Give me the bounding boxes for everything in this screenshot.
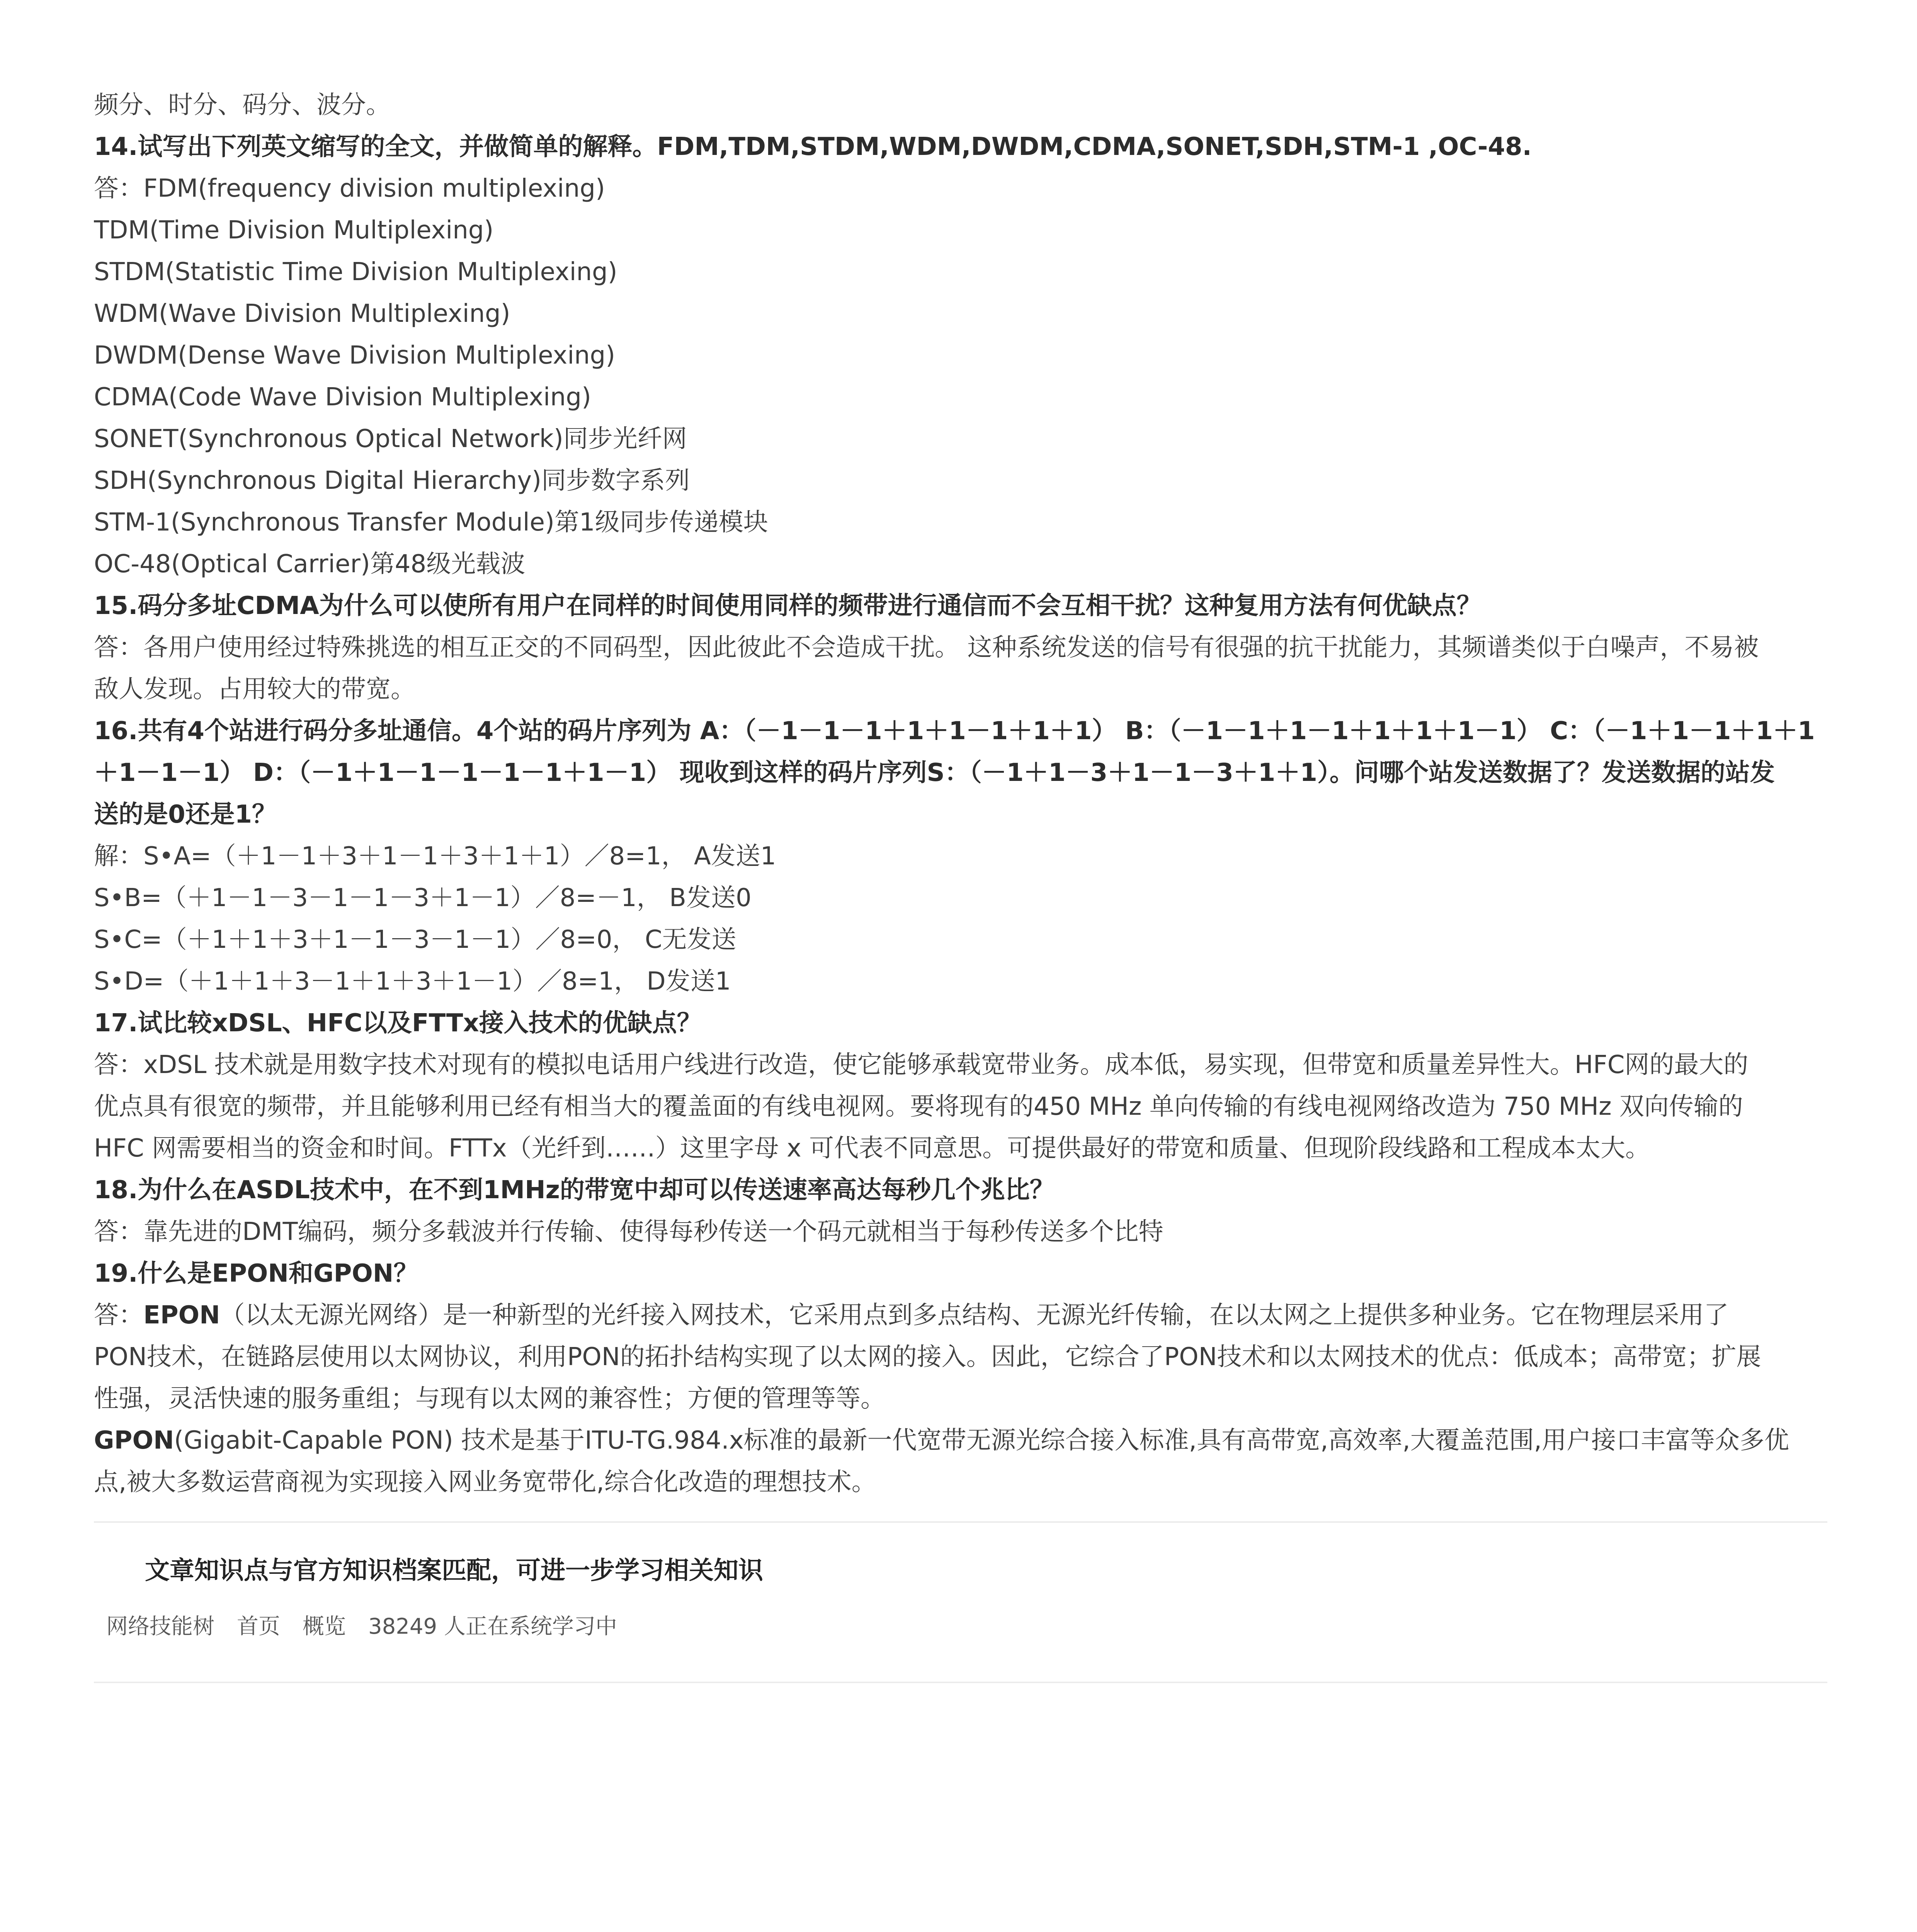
article-body [94,84,1827,1503]
question-heading: 19.什么是EPON和GPON？ [94,1259,418,1288]
question-heading: 送的是0还是1？ [94,800,277,829]
text-line: STM-1(Synchronous Transfer Module)第1级同步传递模块 [94,508,768,537]
recommend-title: 文章知识点与官方知识档案匹配，可进一步学习相关知识 [145,1556,763,1585]
question-heading: 16.共有4个站进行码分多址通信。4个站的码片序列为 A：（－1－1－1＋1＋1－1＋1＋1） B：（－1－1＋1－1＋1＋1＋1－1） C：（－1＋1－1＋1＋1 [94,717,1815,745]
line-text: （以太无源光网络）是一种新型的光纤接入网技术，它采用点到多点结构、无源光纤传输，在以太网之上提供多种业务。它在物理层采用了 [220,1301,1729,1330]
text-line: 答：FDM(frequency division multiplexing) [94,174,605,203]
text-line: OC-48(Optical Carrier)第48级光载波 [94,550,526,578]
text-line: DWDM(Dense Wave Division Multiplexing) [94,341,616,370]
divider [94,1521,1827,1523]
text-line: 频分、时分、码分、波分。 [94,91,391,119]
text-line: 答：各用户使用经过特殊挑选的相互正交的不同码型，因此彼此不会造成干扰。 这种系统发送的信号有很强的抗干扰能力，其频谱类似于白噪声，不易被 [94,633,1759,662]
text-line: SDH(Synchronous Digital Hierarchy)同步数字系列 [94,466,690,495]
question-heading: 18.为什么在ASDL技术中，在不到1MHz的带宽中却可以传送速率高达每秒几个兆比？ [94,1176,1055,1204]
text-line: PON技术，在链路层使用以太网协议，利用PON的拓扑结构实现了以太网的接入。因此，它综合了PON技术和以太网技术的优点：低成本；高带宽；扩展 [94,1343,1761,1371]
line-text: (Gigabit-Capable PON) 技术是基于ITU-TG.984.x标准的最新一代宽带无源光综合接入标准,具有高带宽,高效率,大覆盖范围,用户接口丰富等众多优 [174,1426,1789,1455]
bold-term: EPON [143,1301,220,1330]
text-line: STDM(Statistic Time Division Multiplexing) [94,258,617,286]
text-line: CDMA(Code Wave Division Multiplexing) [94,383,591,412]
question-heading: 17.试比较xDSL、HFC以及FTTx接入技术的优缺点？ [94,1009,702,1037]
question-heading: ＋1－1－1） D：（－1＋1－1－1－1－1＋1－1） 现收到这样的码片序列S：（－1＋1－3＋1－1－3＋1＋1）。问哪个站发送数据了？发送数据的站发 [94,759,1775,787]
text-line: S•B=（＋1－1－3－1－1－3＋1－1）／8=－1， B发送0 [94,884,752,912]
question-heading: 15.码分多址CDMA为什么可以使所有用户在同样的时间使用同样的频带进行通信而不会互相干扰？这种复用方法有何优缺点？ [94,592,1482,620]
recommend-meta [106,1609,640,1644]
overview-link[interactable]: 概览 [303,1614,346,1639]
text-line: 优点具有很宽的频带，并且能够利用已经有相当大的覆盖面的有线电视网。要将现有的450 MHz 单向传输的有线电视网络改造为 750 MHz 双向传输的 [94,1092,1743,1121]
bold-term: GPON [94,1426,174,1455]
text-line: 性强，灵活快速的服务重组；与现有以太网的兼容性；方便的管理等等。 [94,1384,885,1413]
home-link[interactable]: 首页 [237,1614,280,1639]
divider [94,1682,1827,1683]
skill-tree-link[interactable]: 网络技能树 [106,1614,214,1639]
text-line [94,1420,1827,1461]
text-line: 点,被大多数运营商视为实现接入网业务宽带化,综合化改造的理想技术。 [94,1468,876,1497]
learner-count: 38249 人正在系统学习中 [368,1614,617,1639]
text-line: 敌人发现。占用较大的带宽。 [94,675,415,704]
line-text: 答： [94,1301,143,1330]
text-line [94,1294,1827,1336]
text-line: S•C=（＋1＋1＋3＋1－1－3－1－1）／8=0， C无发送 [94,925,737,954]
question-heading: 14.试写出下列英文缩写的全文，并做简单的解释。FDM,TDM,STDM,WDM,DWDM,CDMA,SONET,SDH,STM-1 ,OC-48. [94,133,1532,161]
text-line: 答：xDSL 技术就是用数字技术对现有的模拟电话用户线进行改造，使它能够承载宽带业务。成本低，易实现，但带宽和质量差异性大。HFC网的最大的 [94,1051,1749,1079]
text-line: SONET(Synchronous Optical Network)同步光纤网 [94,425,687,453]
text-line: WDM(Wave Division Multiplexing) [94,299,510,328]
text-line: 答：靠先进的DMT编码，频分多载波并行传输、使得每秒传送一个码元就相当于每秒传送多个比特 [94,1218,1163,1246]
text-line: 解：S•A=（＋1－1＋3＋1－1＋3＋1＋1）／8=1， A发送1 [94,842,776,871]
text-line: HFC 网需要相当的资金和时间。FTTx（光纤到……）这里字母 x 可代表不同意思。可提供最好的带宽和质量、但现阶段线路和工程成本太大。 [94,1134,1650,1163]
text-line: TDM(Time Division Multiplexing) [94,216,494,245]
text-line: S•D=（＋1＋1＋3－1＋1＋3＋1－1）／8=1， D发送1 [94,967,731,996]
